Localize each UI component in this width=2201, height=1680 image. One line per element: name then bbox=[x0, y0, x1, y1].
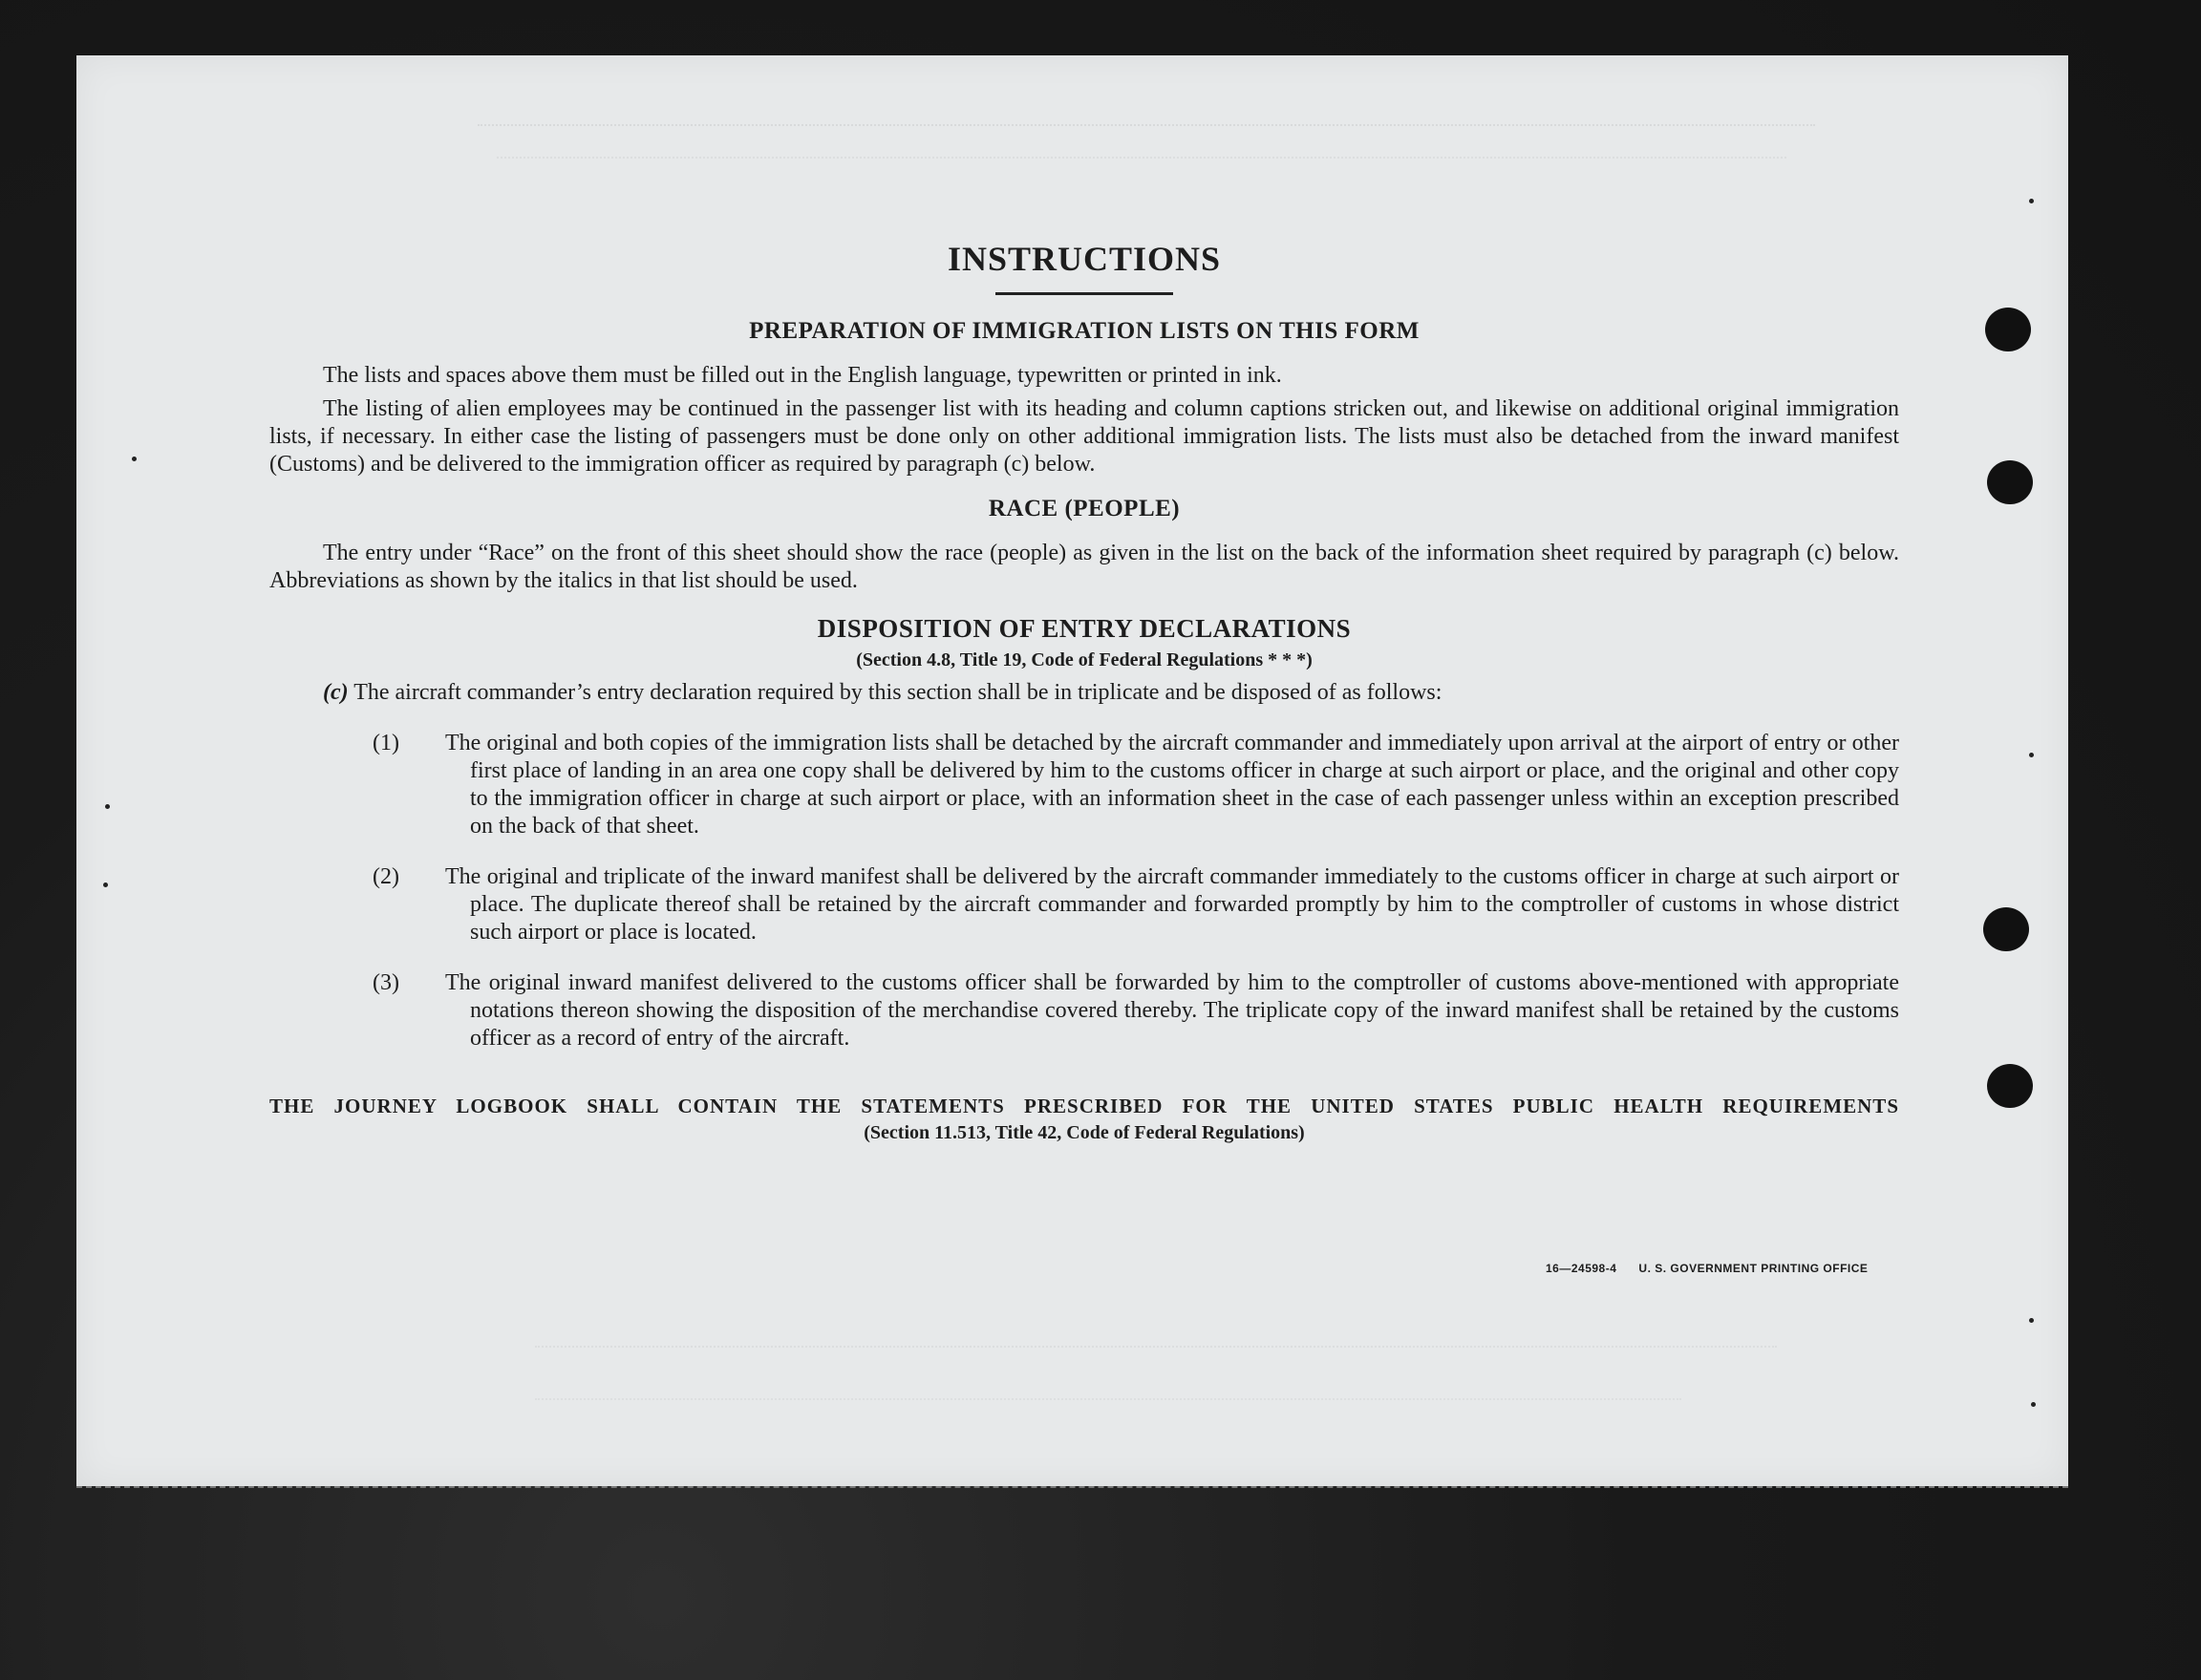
perforated-edge bbox=[76, 1486, 2068, 1494]
scan-speck bbox=[105, 804, 110, 809]
item-text: The original and triplicate of the inward manifest shall be delivered by the aircraft commander immediately to the customs officer in charge at such airport or place. The duplicate thereof shall be retained by the aircraft commander and forwarded promptly by him to the comptroller of customs in whose district such airport or place is located. bbox=[445, 864, 1899, 945]
preparation-paragraph-1: The lists and spaces above them must be filled out in the English language, typewritten or printed in ink. bbox=[323, 363, 1282, 388]
show-through bbox=[497, 143, 1786, 159]
race-heading: RACE (PEOPLE) bbox=[988, 496, 1181, 521]
scan-speck bbox=[132, 457, 137, 461]
health-citation: (Section 11.513, Title 42, Code of Federal Regulations) bbox=[864, 1122, 1305, 1143]
show-through bbox=[535, 1332, 1777, 1348]
item-text: The original inward manifest delivered to the customs officer shall be forwarded by him to the comptroller of customs above-mentioned with appropriate notations thereon showing the disposition of the merchandise covered thereby. The triplicate copy of the inward manifest shall be retained by the customs officer as a record of entry of the aircraft. bbox=[445, 970, 1899, 1051]
disposition-item bbox=[269, 730, 1899, 840]
binder-hole bbox=[1985, 308, 2031, 351]
scan-speck bbox=[2031, 1402, 2036, 1407]
health-requirements-line: THE JOURNEY LOGBOOK SHALL CONTAIN THE STATEMENTS PRESCRIBED FOR THE UNITED STATES PUBLIC HEALTH REQUIREMENTS bbox=[269, 1095, 1899, 1117]
form-code: 16—24598-4 bbox=[1546, 1262, 1617, 1275]
binder-hole bbox=[1987, 460, 2033, 504]
item-text: The original and both copies of the immigration lists shall be detached by the aircraft commander and immediately upon arrival at the airport of entry or other first place of landing in an area one copy shall be delivered by him to the customs officer in charge at such airport or place, and the original and other copy to the immigration officer in charge at such airport or place, with an information sheet in the case of each passenger unless within an exception prescribed on the back of that sheet. bbox=[445, 731, 1899, 839]
binder-hole bbox=[1983, 907, 2029, 951]
printing-office: U. S. GOVERNMENT PRINTING OFFICE bbox=[1638, 1262, 1869, 1275]
show-through bbox=[535, 1385, 1681, 1400]
item-number: (1) bbox=[373, 731, 399, 755]
disposition-intro bbox=[269, 679, 1899, 707]
intro-text: The aircraft commander’s entry declaration required by this section shall be in triplicate and be disposed of as follows: bbox=[353, 680, 1442, 705]
disposition-citation: (Section 4.8, Title 19, Code of Federal Regulations * * *) bbox=[856, 649, 1313, 670]
disposition-item bbox=[269, 969, 1899, 1053]
printer-imprint bbox=[1546, 1262, 1868, 1275]
document-title: INSTRUCTIONS bbox=[947, 240, 1222, 278]
race-paragraph: The entry under “Race” on the front of this sheet should show the race (people) as given in the list on the back of the information sheet required by paragraph (c) below. Abbreviations as shown by the italics in that list should be used. bbox=[269, 541, 1899, 593]
disposition-heading: DISPOSITION OF ENTRY DECLARATIONS bbox=[817, 614, 1352, 643]
preparation-heading: PREPARATION OF IMMIGRATION LISTS ON THIS FORM bbox=[749, 318, 1420, 344]
scan-speck bbox=[2029, 753, 2034, 757]
show-through bbox=[478, 105, 1815, 126]
preparation-paragraph-2: The listing of alien employees may be continued in the passenger list with its heading and column captions stricken out, and likewise on additional original immigration lists, if necessary. In either case the listing of passengers must be done only on other additional immigration lists. The lists must also be detached from the inward manifest (Customs) and be delivered to the immigration officer as required by paragraph (c) below. bbox=[269, 396, 1899, 477]
scan-speck bbox=[2029, 1318, 2034, 1323]
instructions-body bbox=[269, 239, 1899, 1144]
disposition-item bbox=[269, 863, 1899, 946]
item-number: (3) bbox=[373, 970, 399, 995]
title-rule bbox=[995, 292, 1173, 295]
binder-hole bbox=[1987, 1064, 2033, 1108]
item-number: (2) bbox=[373, 864, 399, 889]
scan-speck bbox=[103, 883, 108, 887]
scan-speck bbox=[2029, 199, 2034, 203]
intro-label: (c) bbox=[323, 680, 349, 705]
